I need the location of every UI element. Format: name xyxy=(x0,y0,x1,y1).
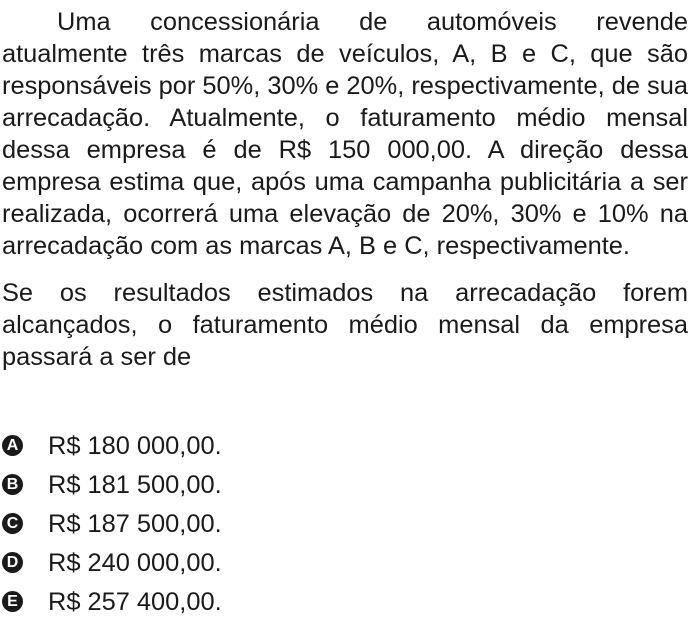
option-c-text: R$ 187 500,00. xyxy=(48,509,222,538)
option-d[interactable] xyxy=(2,543,688,582)
option-b[interactable] xyxy=(2,465,688,504)
option-e-text: R$ 257 400,00. xyxy=(48,587,222,616)
question-statement xyxy=(2,6,688,373)
option-b-text: R$ 181 500,00. xyxy=(48,470,222,499)
question-paragraph-1: Uma concessionária de automóveis revende atualmente três marcas de veículos, A, B e C, que são responsáveis por 50%, 30% e 20%, respectivamente, de sua arrecadação. Atualmente, o faturamento médio mensal dessa empresa é de R$ 150 000,00. A direção dessa empresa estima que, após uma campanha publicitária a ser realizada, ocorrerá uma elevação de 20%, 30% e 10% na arrecadação com as marcas A, B e C, respectivamente. xyxy=(2,8,688,260)
option-e[interactable] xyxy=(2,582,688,621)
option-b-badge: B xyxy=(2,474,23,495)
question-paragraph-2: Se os resultados estimados na arrecadação forem alcançados, o faturamento médio mensal da empresa passará a ser de xyxy=(2,279,688,371)
option-e-badge: E xyxy=(2,591,23,612)
option-a-badge: A xyxy=(2,435,23,456)
option-d-badge: D xyxy=(2,552,23,573)
option-d-text: R$ 240 000,00. xyxy=(48,548,222,577)
option-a[interactable] xyxy=(2,426,688,465)
option-a-text: R$ 180 000,00. xyxy=(48,431,222,460)
answer-options xyxy=(2,426,688,621)
option-c[interactable] xyxy=(2,504,688,543)
option-c-badge: C xyxy=(2,513,23,534)
